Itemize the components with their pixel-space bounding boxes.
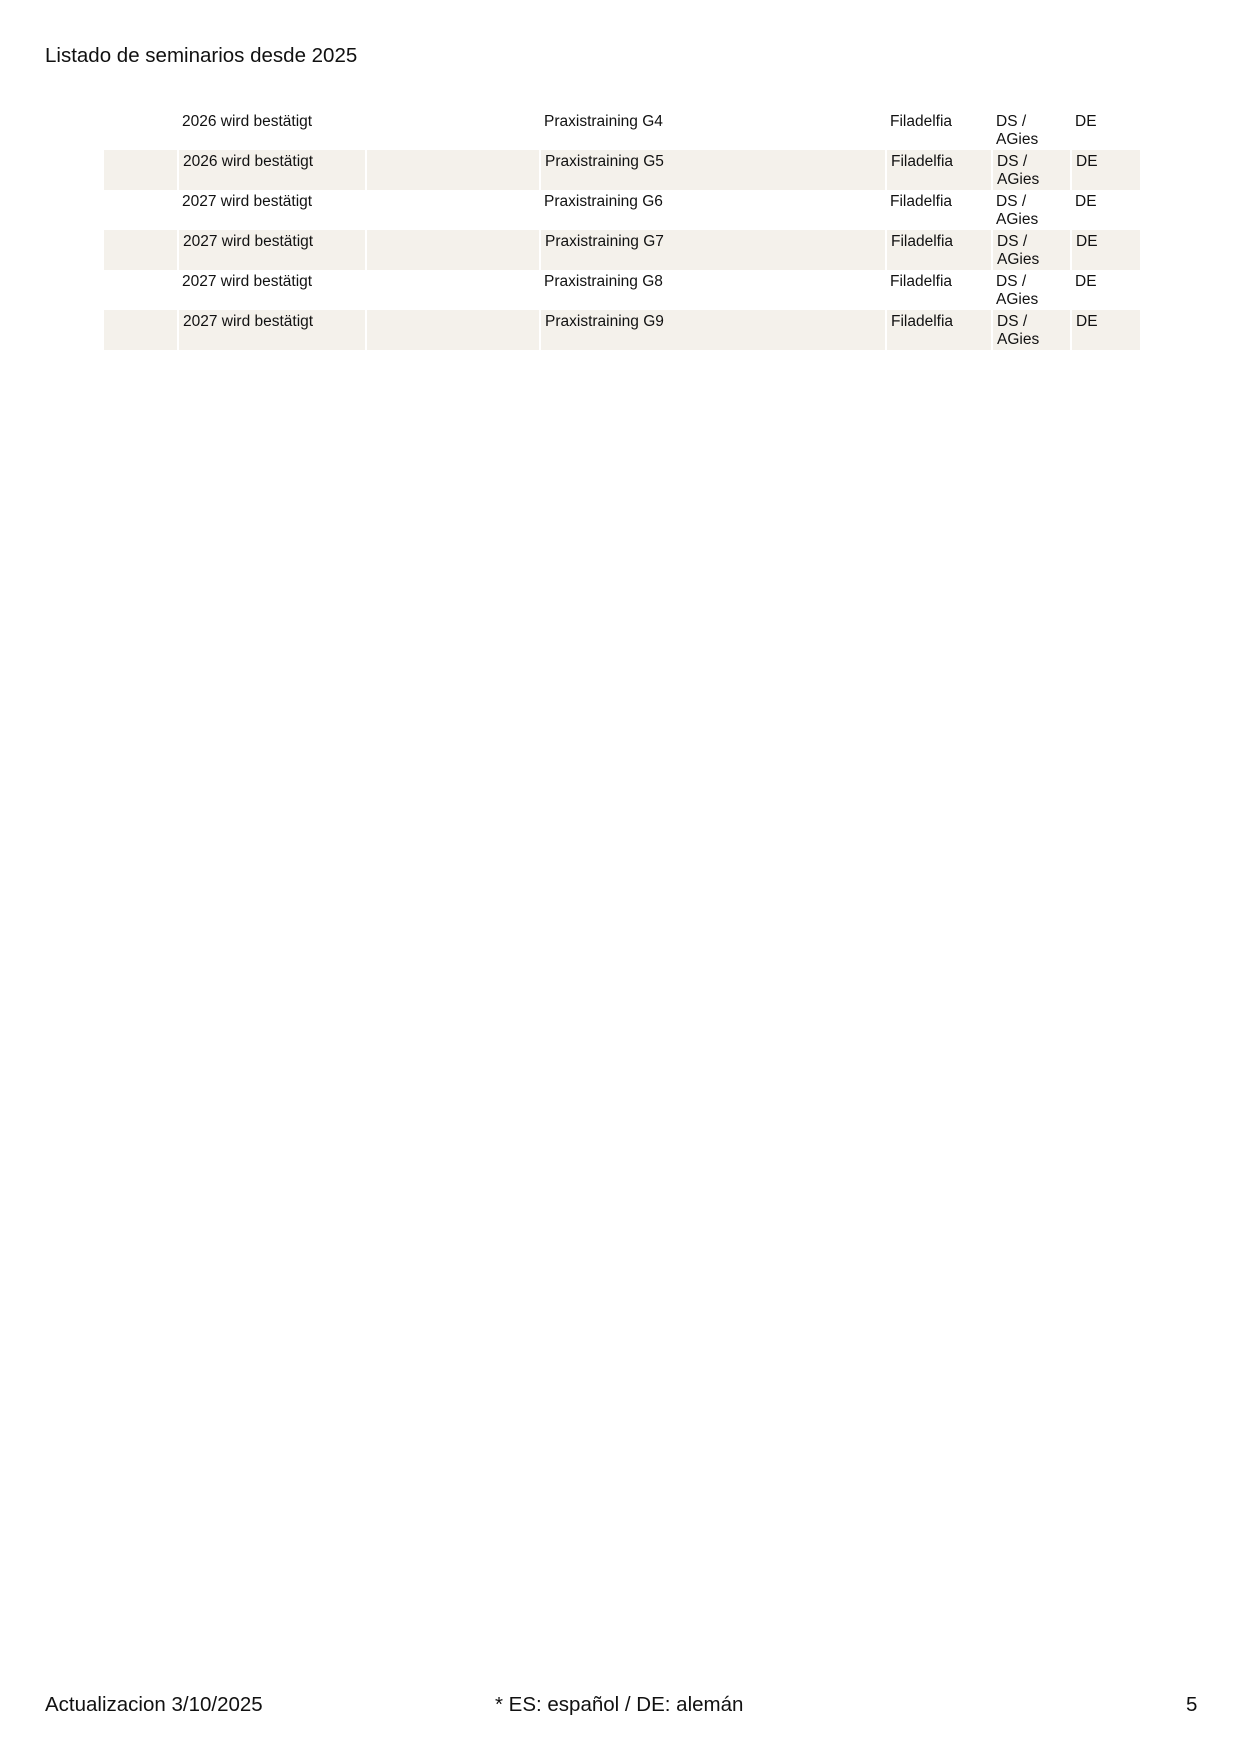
location-cell: Filadelfia — [886, 310, 992, 350]
date-cell: 2026 wird bestätigt — [178, 150, 366, 190]
extra-cell — [366, 190, 540, 230]
seminar-cell: Praxistraining G8 — [544, 273, 663, 290]
date-cell: 2027 wird bestätigt — [182, 193, 313, 210]
language-cell: DE — [1071, 230, 1140, 270]
date-cell: 2027 wird bestätigt — [178, 230, 366, 270]
language-cell: DE — [1075, 113, 1097, 130]
blank-cell — [104, 150, 178, 190]
speaker-cell: DS / AGies — [996, 193, 1039, 228]
language-cell: DE — [1071, 150, 1140, 190]
footer-update-date: Actualizacion 3/10/2025 — [45, 1693, 263, 1716]
table-row — [104, 230, 1140, 270]
language-cell: DE — [1075, 193, 1097, 210]
location-cell: Filadelfia — [890, 273, 953, 290]
location-cell: Filadelfia — [890, 113, 953, 130]
speaker-cell: DS / AGies — [992, 150, 1071, 190]
location-cell: Filadelfia — [890, 193, 953, 210]
table-row — [104, 270, 1140, 310]
speaker-cell: DS / AGies — [992, 310, 1071, 350]
date-cell: 2027 wird bestätigt — [182, 273, 313, 290]
blank-cell — [104, 310, 178, 350]
speaker-cell: DS / AGies — [996, 113, 1039, 148]
table-row — [104, 110, 1140, 150]
blank-cell — [104, 110, 178, 150]
extra-cell — [366, 270, 540, 310]
footer-language-legend: * ES: español / DE: alemán — [495, 1693, 744, 1716]
page-title: Listado de seminarios desde 2025 — [45, 44, 358, 67]
date-cell: 2026 wird bestätigt — [182, 113, 313, 130]
language-cell: DE — [1075, 273, 1097, 290]
extra-cell — [366, 310, 540, 350]
seminar-table — [104, 110, 1140, 350]
location-cell: Filadelfia — [886, 150, 992, 190]
table-row — [104, 190, 1140, 230]
table-row — [104, 310, 1140, 350]
page-number: 5 — [1186, 1693, 1198, 1716]
blank-cell — [104, 270, 178, 310]
extra-cell — [366, 110, 540, 150]
seminar-cell: Praxistraining G5 — [540, 150, 886, 190]
extra-cell — [366, 150, 540, 190]
seminar-cell: Praxistraining G7 — [540, 230, 886, 270]
location-cell: Filadelfia — [886, 230, 992, 270]
seminar-cell: Praxistraining G9 — [540, 310, 886, 350]
extra-cell — [366, 230, 540, 270]
date-cell: 2027 wird bestätigt — [178, 310, 366, 350]
speaker-cell: DS / AGies — [992, 230, 1071, 270]
table-row — [104, 150, 1140, 190]
seminar-cell: Praxistraining G6 — [544, 193, 663, 210]
speaker-cell: DS / AGies — [996, 273, 1039, 308]
seminar-cell: Praxistraining G4 — [544, 113, 663, 130]
language-cell: DE — [1071, 310, 1140, 350]
blank-cell — [104, 230, 178, 270]
blank-cell — [104, 190, 178, 230]
